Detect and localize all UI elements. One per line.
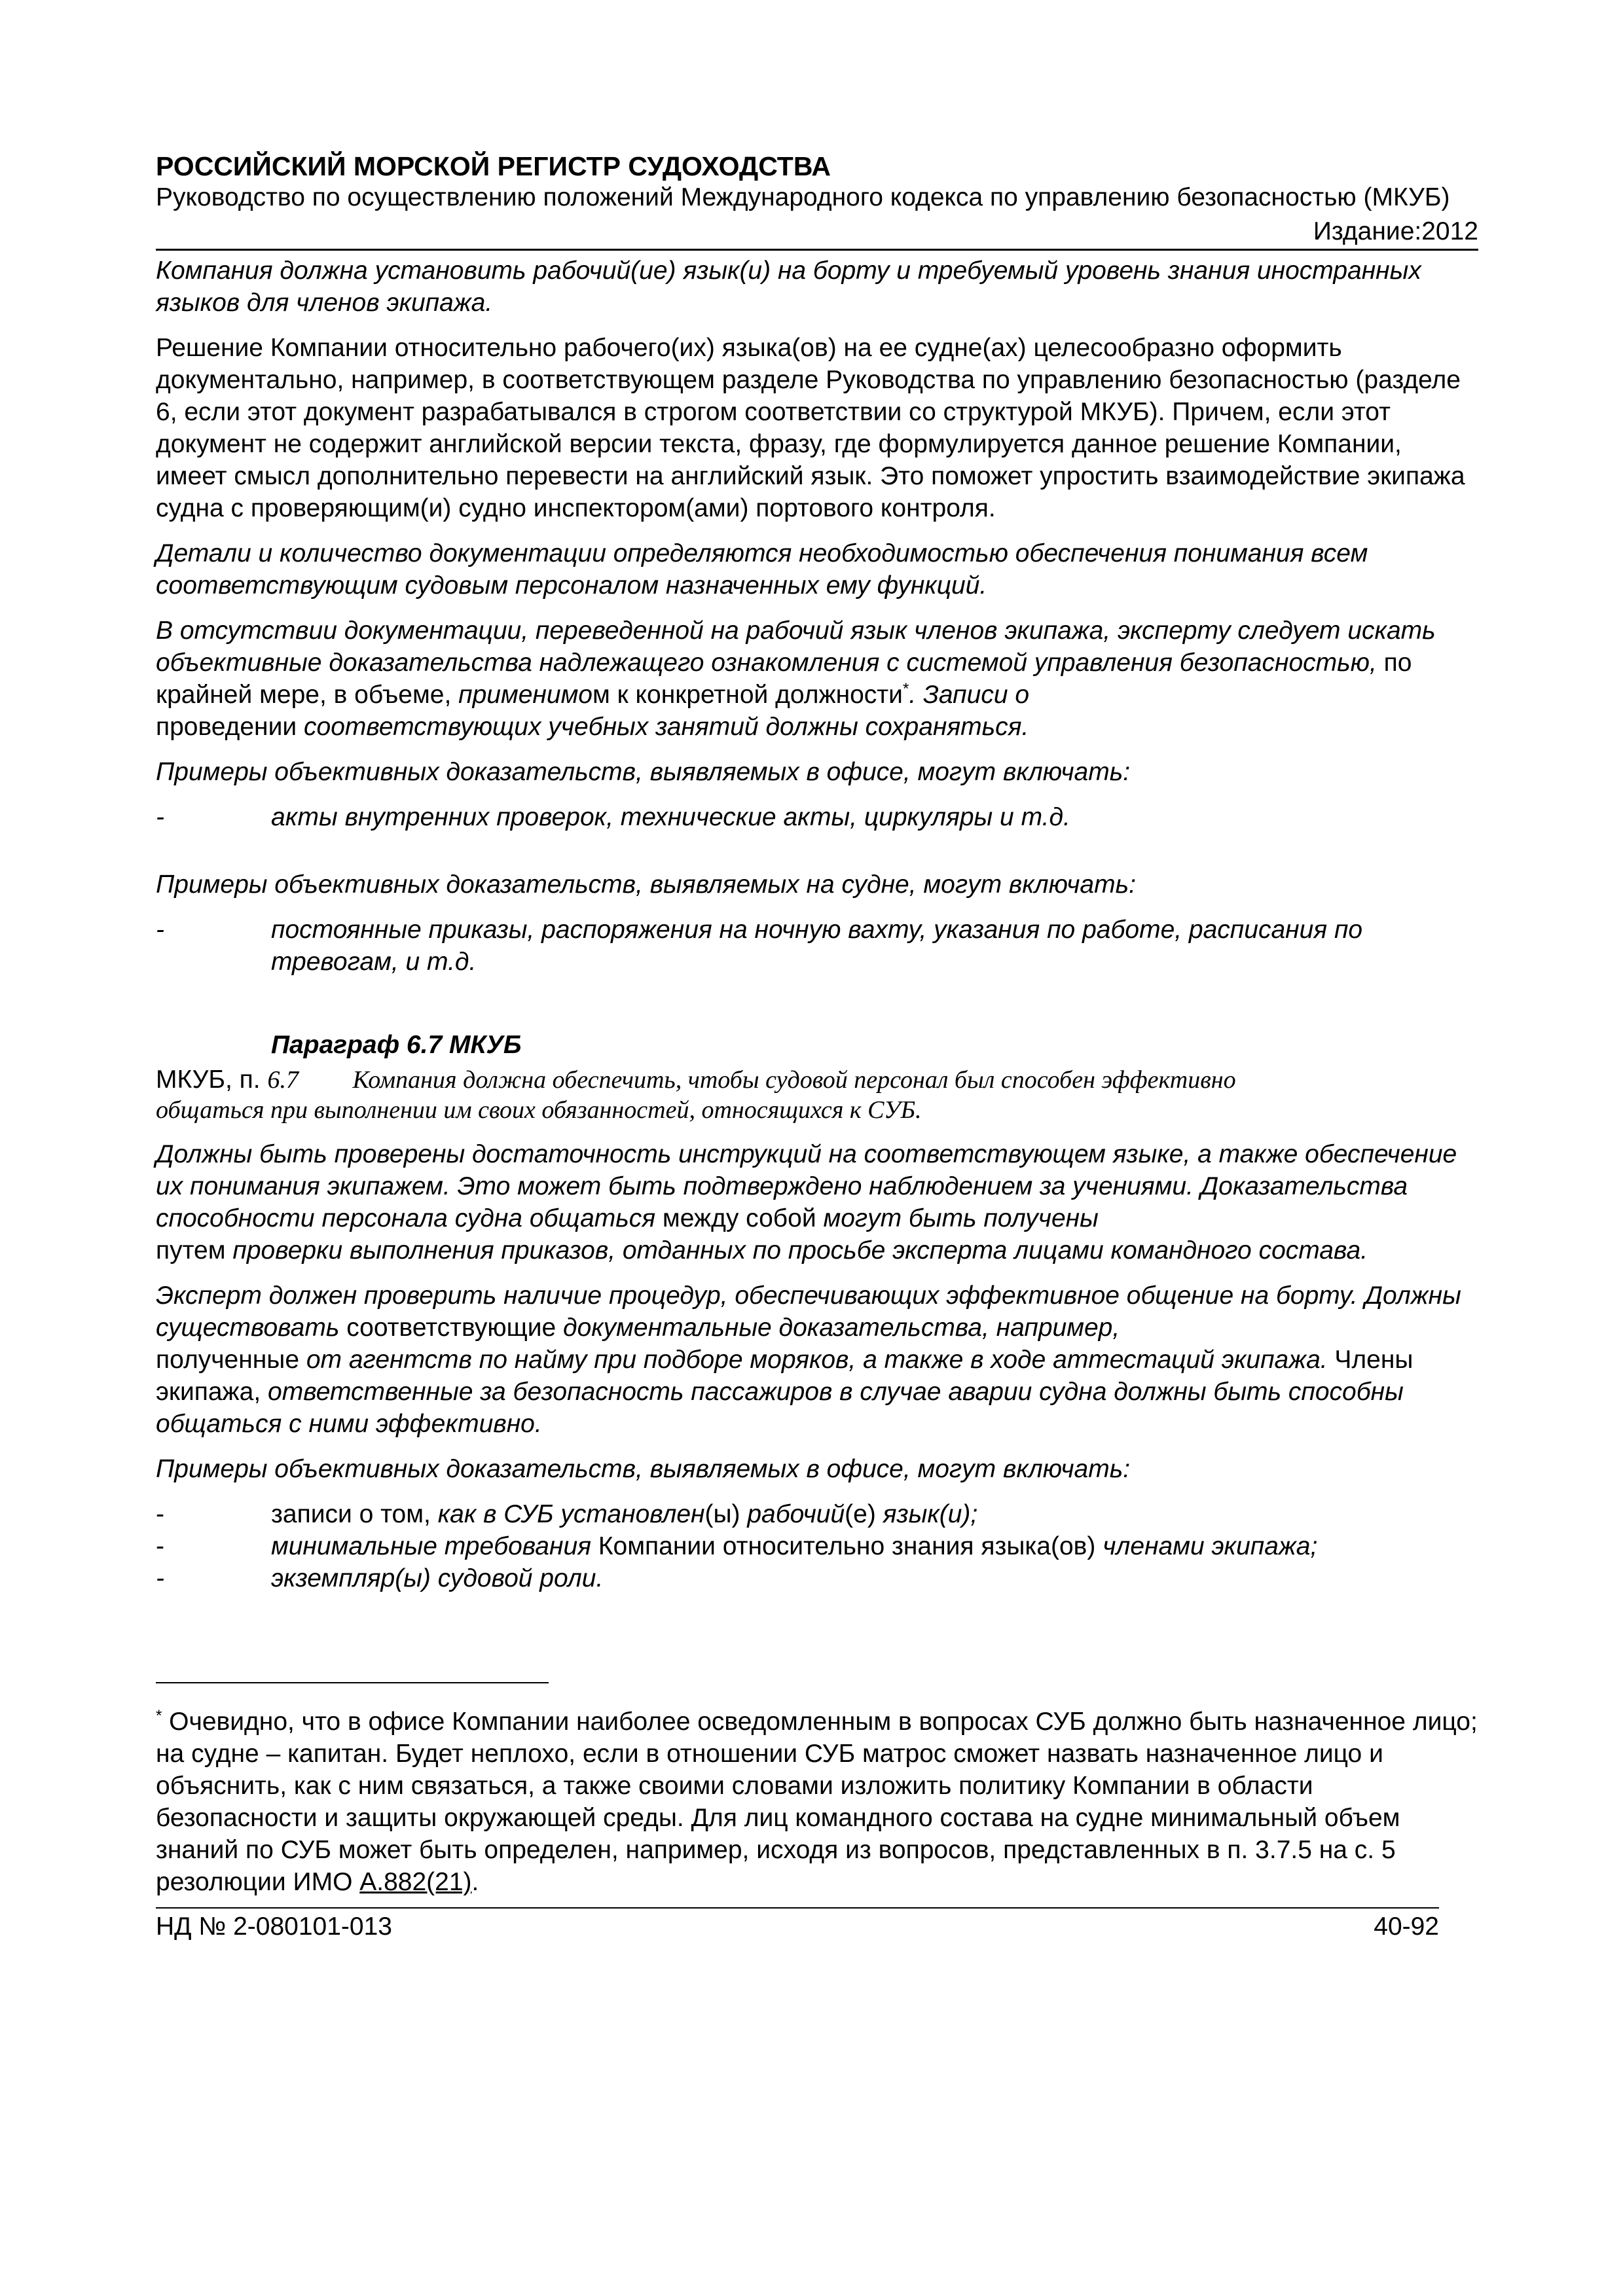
- office-examples-intro-2: Примеры объективных доказательств, выявляемых в офисе, могут включать:: [156, 1455, 1131, 1483]
- list-item: [156, 1530, 1478, 1562]
- text-segment: рабочий: [747, 1500, 845, 1528]
- footnote-divider: [156, 1682, 549, 1683]
- list-dash: -: [156, 1500, 164, 1528]
- list-item-text: акты внутренних проверок, технические акты, циркуляры и т.д.: [271, 803, 1070, 831]
- document-page: [156, 151, 1478, 1943]
- list-dash: -: [156, 1532, 164, 1560]
- ship-examples-intro: Примеры объективных доказательств, выявляемых на судне, могут включать:: [156, 870, 1136, 899]
- resolution-link[interactable]: А.882(21): [359, 1868, 472, 1896]
- reference-text-line1: Компания должна обеспечить, чтобы судовой персонал был способен эффективно: [352, 1066, 1236, 1094]
- text-segment: путем: [156, 1236, 233, 1265]
- list-item: [156, 1562, 1478, 1594]
- edition-label: Издание:2012: [1313, 217, 1478, 245]
- code-reference: [156, 1065, 1478, 1125]
- paragraph-working-language: Компания должна установить рабочий(ие) язык(и) на борту и требуемый уровень знания иностранных языков для членов экипажа.: [156, 257, 1421, 317]
- text-segment: ответственные за безопасность пассажиров в случае аварии судна должны быть способны общаться с ними эффективно.: [156, 1378, 1404, 1438]
- header-divider: [156, 249, 1478, 251]
- text-segment: соответствующие: [339, 1314, 564, 1342]
- text-segment: (е): [845, 1500, 883, 1528]
- footnote-mark: *: [156, 1707, 162, 1725]
- text-segment: проверки выполнения приказов, отданных по просьбе эксперта лицами командного состава.: [232, 1236, 1368, 1265]
- text-segment: между собой: [655, 1204, 824, 1232]
- text-segment: Компании относительно знания языка: [598, 1532, 1051, 1560]
- reference-prefix: МКУБ, п.: [156, 1066, 268, 1094]
- text-segment: записи о том,: [271, 1500, 438, 1528]
- text-segment: м к конкретной должности: [593, 681, 903, 709]
- text-segment: проведении: [156, 713, 304, 741]
- header: [156, 151, 1478, 251]
- text-segment: . Записи о: [909, 681, 1030, 709]
- text-segment: Эксперт должен проверить наличие процедур, обеспечивающих эффективное общение на борту. Должны существовать: [156, 1282, 1461, 1342]
- text-segment: Должны быть проверены достаточность инструкций на соответствующем языке, а также обеспечение их понимания экипажем. Это может быть подтверждено наблюдением за учениями. Доказательства способности персонала судна общаться: [156, 1140, 1457, 1232]
- footnote-end: .: [471, 1868, 479, 1896]
- page-number: 40-92: [1374, 1912, 1439, 1941]
- text-segment: экземпляр(ы) судовой роли.: [271, 1564, 604, 1592]
- reference-number: 6.7: [267, 1066, 299, 1094]
- list-dash: -: [156, 1564, 164, 1592]
- footnote-reference[interactable]: *: [902, 680, 909, 698]
- paragraph-procedures-check: [156, 1280, 1478, 1440]
- section-title: Параграф 6.7 МКУБ: [271, 1031, 522, 1059]
- paragraph-instructions-check: [156, 1138, 1478, 1266]
- list-item: [156, 1498, 1478, 1530]
- paragraph-company-decision: Решение Компании относительно рабочего(их) языка(ов) на ее судне(ах) целесообразно оформить документально, например, в соответствующем разделе Руководства по управлению безопасностью (разделе 6, если этот документ разрабатывался в строгом соответствии со структурой МКУБ). Причем, если этот документ не содержит английской версии текста, фразу, где формулируется данное решение Компании, имеет смысл дополнительно перевести на английский язык. Это поможет упростить взаимодействие экипажа судна с проверяющим(и) судно инспектором(ами) портового контроля.: [156, 334, 1465, 522]
- text-segment: (и);: [939, 1500, 978, 1528]
- text-segment: (ы): [704, 1500, 748, 1528]
- footnote-text: Очевидно, что в офисе Компании наиболее осведомленным в вопросах СУБ должно быть назначенное лицо; на судне – капитан. Будет неплохо, если в отношении СУБ матрос сможет назвать назначенное лицо и объяснить, как с ним связаться, а также своими словами изложить политику Компании в области безопасности и защиты окружающей среды. Для лиц командного состава на судне минимальный объем знаний по СУБ может быть определен, например, исходя из вопросов, представленных в п. 3.7.5 на с. 5 резолюции ИМО: [156, 1708, 1478, 1896]
- text-segment: документальные доказательства, например,: [563, 1314, 1120, 1342]
- list-item: [156, 914, 1478, 978]
- reference-text-line2: общаться при выполнении им своих обязанностей, относящихся к СУБ.: [156, 1096, 922, 1124]
- footer-divider: [156, 1907, 1439, 1909]
- text-segment: минимальные требования: [271, 1532, 598, 1560]
- text-segment: как в СУБ установлен: [437, 1500, 705, 1528]
- text-segment: от агентств по найму при подборе моряков, а также в ходе аттестаций экипажа.: [306, 1346, 1328, 1374]
- text-segment: членами экипажа;: [1103, 1532, 1318, 1560]
- text-segment: могут быть получены: [823, 1204, 1099, 1232]
- list-dash: -: [156, 916, 164, 944]
- office-examples-intro: Примеры объективных доказательств, выявляемых в офисе, могут включать:: [156, 758, 1131, 786]
- document-number: НД № 2-080101-013: [156, 1912, 392, 1941]
- footnote: [156, 1706, 1478, 1898]
- text-segment: Члены экипажа,: [156, 1346, 1413, 1406]
- text-segment: В отсутствии документации, переведенной на рабочий язык членов экипажа, эксперту следует искать объективные доказательства надлежащего ознакомления с системой управления безопасностью,: [156, 617, 1436, 677]
- text-segment: применимо: [458, 681, 593, 709]
- list-item-text: постоянные приказы, распоряжения на ночную вахту, указания по работе, расписания по тревогам, и т.д.: [271, 916, 1363, 976]
- text-segment: соответствующих учебных занятий должны сохраняться.: [304, 713, 1029, 741]
- organization-name: РОССИЙСКИЙ МОРСКОЙ РЕГИСТР СУДОХОДСТВА: [156, 151, 831, 181]
- list-dash: -: [156, 803, 164, 831]
- list-item: [156, 801, 1478, 833]
- paragraph-no-documentation: [156, 615, 1478, 743]
- text-segment: по крайней мере, в объеме,: [156, 649, 1412, 709]
- document-subtitle: Руководство по осуществлению положений Международного кодекса по управлению безопасностью (МКУБ): [156, 183, 1450, 211]
- paragraph-documentation-details: Детали и количество документации определяются необходимостью обеспечения понимания всем соответствующим судовым персоналом назначенных ему функций.: [156, 539, 1368, 600]
- text-segment: (ов): [1051, 1532, 1103, 1560]
- text-segment: полученные: [156, 1346, 306, 1374]
- text-segment: язык: [883, 1500, 939, 1528]
- footer: [156, 1911, 1439, 1943]
